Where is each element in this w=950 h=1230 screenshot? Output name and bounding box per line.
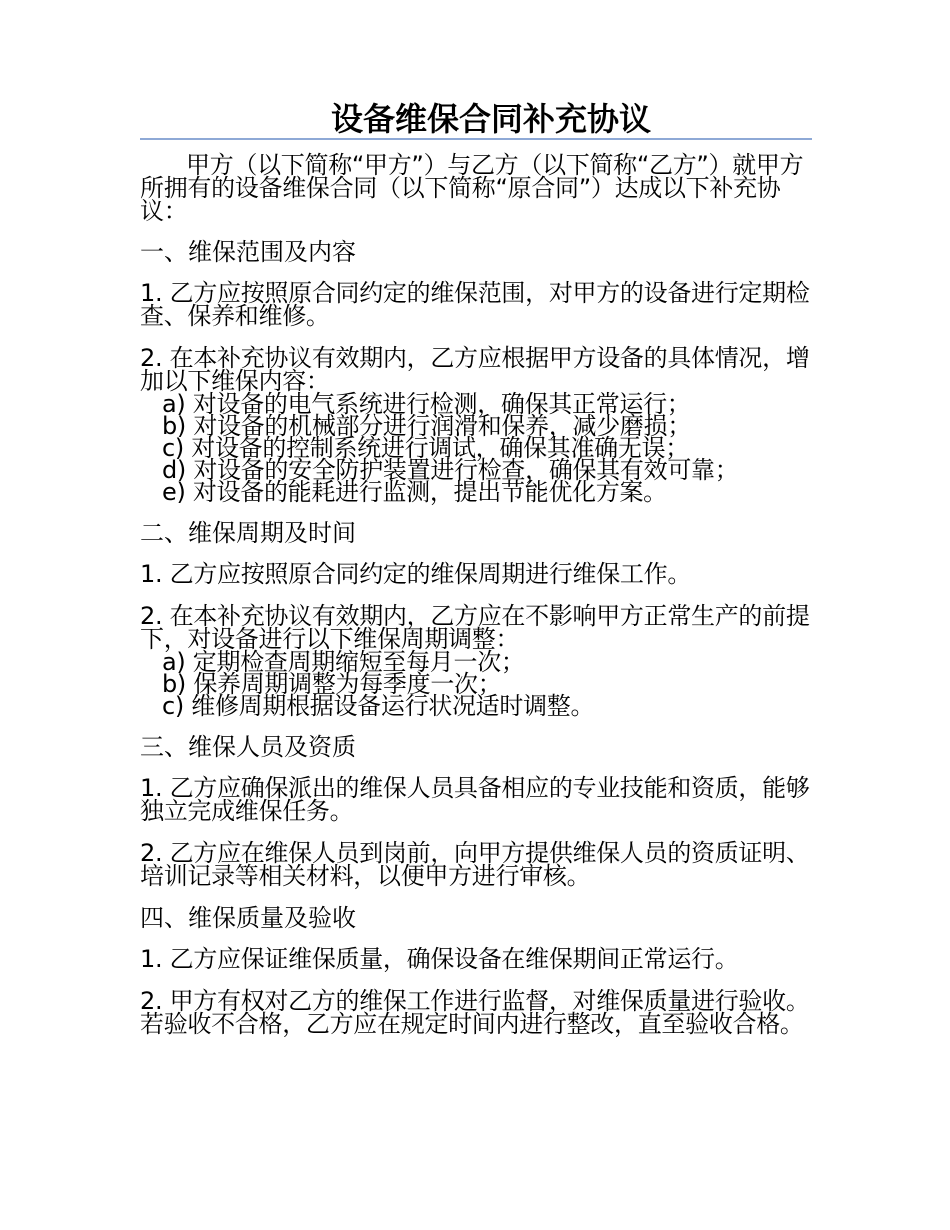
intro-paragraph: 甲方（以下简称“甲方”）与乙方（以下简称“乙方”）就甲方所拥有的设备维保合同（以下简称“原合同”）达成以下补充协议： [140,151,804,225]
section-schedule [140,519,812,720]
list-item: b) 保养周期调整为每季度一次； [162,670,502,698]
clause-paragraph: 2. 甲方有权对乙方的维保工作进行监督，对维保质量进行验收。若验收不合格，乙方应在规定时间内进行整改，直至验收合格。 [140,987,810,1038]
section-heading: 三、维保人员及资质 [140,733,356,761]
section-personnel [140,733,812,890]
list-item: a) 定期检查周期缩短至每月一次； [162,648,525,676]
title-underline [140,138,812,140]
document-page [140,100,812,1055]
list-item: b) 对设备的机械部分进行润滑和保养，减少磨损； [162,412,692,440]
section-heading: 一、维保范围及内容 [140,238,356,266]
section-heading: 四、维保质量及验收 [140,904,356,932]
clause-paragraph: 2. 在本补充协议有效期内，乙方应在不影响甲方正常生产的前提下，对设备进行以下维保周期调整： [140,602,810,653]
clause-paragraph: 2. 乙方应在维保人员到岗前，向甲方提供维保人员的资质证明、培训记录等相关材料，以便甲方进行审核。 [140,839,810,890]
clause-paragraph: 1. 乙方应按照原合同约定的维保周期进行维保工作。 [140,560,692,588]
section-heading: 二、维保周期及时间 [140,519,356,547]
section-scope [140,238,812,506]
section-quality [140,904,812,1038]
list-item: c) 维修周期根据设备运行状况适时调整。 [162,692,595,720]
list-item: c) 对设备的控制系统进行调试，确保其准确无误； [162,434,689,462]
list-item: a) 对设备的电气系统进行检测，确保其正常运行； [162,390,691,418]
list-item: d) 对设备的安全防护装置进行检查，确保其有效可靠； [162,456,739,484]
clause-paragraph: 1. 乙方应确保派出的维保人员具备相应的专业技能和资质，能够独立完成维保任务。 [140,774,810,825]
list-item: e) 对设备的能耗进行监测，提出节能优化方案。 [162,478,667,506]
clause-item-list [140,390,812,506]
clause-paragraph: 1. 乙方应保证维保质量，确保设备在维保期间正常运行。 [140,945,739,973]
clause-paragraph: 1. 乙方应按照原合同约定的维保范围，对甲方的设备进行定期检查、保养和维修。 [140,279,810,330]
document-title: 设备维保合同补充协议 [330,100,651,138]
clause-item-list [140,648,812,720]
clause-paragraph: 2. 在本补充协议有效期内，乙方应根据甲方设备的具体情况，增加以下维保内容： [140,344,810,395]
